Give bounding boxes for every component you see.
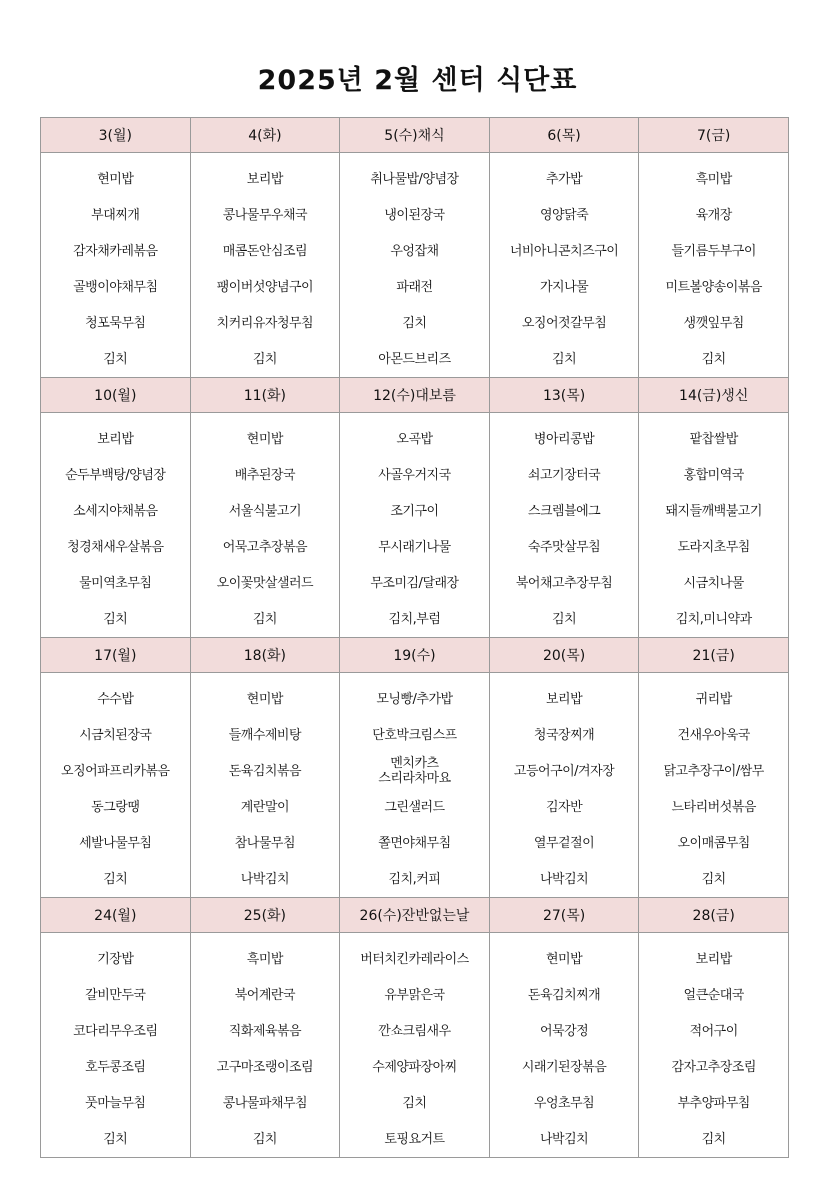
menu-item: 열무겉절이 (533, 835, 595, 851)
day-header: 5(수)채식 (340, 118, 490, 153)
menu-item: 오곡밥 (396, 431, 433, 447)
day-menu-cell (639, 933, 789, 1158)
menu-item: 시금치된장국 (79, 727, 152, 743)
menu-item: 어묵강정 (539, 1023, 589, 1039)
menu-item: 육개장 (695, 207, 732, 223)
week-menu-row (41, 673, 789, 898)
menu-item: 수수밥 (97, 691, 134, 707)
menu-item: 김치 (103, 1131, 128, 1147)
menu-item: 단호박크림스프 (372, 727, 457, 743)
day-header: 19(수) (340, 638, 490, 673)
menu-item: 파래전 (396, 279, 433, 295)
menu-item: 시금치나물 (683, 575, 744, 591)
day-menu-cell (190, 413, 340, 638)
day-menu-cell (489, 933, 639, 1158)
menu-item: 보리밥 (246, 171, 283, 187)
menu-item: 청포묵무침 (85, 315, 146, 331)
menu-item: 우엉초무침 (533, 1095, 595, 1111)
menu-item: 보리밥 (695, 951, 732, 967)
menu-item: 유부맑은국 (384, 987, 445, 1003)
menu-item: 코다리무우조림 (73, 1023, 158, 1039)
menu-item: 나박김치 (539, 1131, 589, 1147)
day-header: 17(월) (41, 638, 191, 673)
menu-item: 김자반 (545, 799, 583, 815)
day-header: 12(수)대보름 (340, 378, 490, 413)
menu-item: 김치 (552, 611, 577, 627)
menu-item: 감자고추장조림 (671, 1059, 756, 1075)
menu-item: 어묵고추장볶음 (222, 539, 308, 555)
week-menu-row (41, 413, 789, 638)
menu-item: 계란말이 (240, 799, 289, 815)
day-header: 18(화) (190, 638, 340, 673)
day-menu-cell (639, 413, 789, 638)
menu-item: 부추양파무침 (677, 1095, 750, 1111)
menu-item: 김치 (103, 611, 128, 627)
menu-item: 골뱅이야채무침 (73, 279, 158, 295)
menu-item: 나박김치 (539, 871, 589, 887)
menu-item: 김치 (103, 871, 128, 887)
menu-item: 우엉잡채 (390, 243, 439, 259)
day-menu-cell (639, 673, 789, 898)
menu-item: 오징어파프리카볶음 (61, 763, 170, 779)
menu-item: 병아리콩밥 (533, 431, 595, 447)
day-menu-cell (41, 933, 191, 1158)
menu-item: 현미밥 (545, 951, 583, 967)
menu-item: 매콤돈안심조림 (222, 243, 308, 259)
menu-item: 수제양파장아찌 (372, 1059, 457, 1075)
menu-item: 서울식불고기 (228, 503, 302, 519)
day-header: 14(금)생신 (639, 378, 789, 413)
menu-item: 미트볼양송이볶음 (665, 279, 762, 295)
menu-item: 치커리유자청무침 (216, 315, 314, 331)
menu-item: 김치 (252, 1131, 277, 1147)
menu-item: 김치 (252, 611, 277, 627)
menu-item: 김치 (701, 351, 726, 367)
menu-item: 돼지들깨백불고기 (665, 503, 762, 519)
menu-item: 쫄면야채무침 (378, 835, 451, 851)
menu-item: 현미밥 (246, 691, 283, 707)
day-header: 13(목) (489, 378, 639, 413)
menu-item: 오이꽃맛살샐러드 (216, 575, 314, 591)
menu-item: 토핑요거트 (384, 1131, 445, 1147)
week-menu-row (41, 153, 789, 378)
meal-table (40, 117, 789, 1158)
day-menu-cell (340, 933, 490, 1158)
day-header: 21(금) (639, 638, 789, 673)
menu-item: 팥찹쌀밥 (689, 431, 738, 447)
menu-item: 현미밥 (246, 431, 283, 447)
menu-item: 모닝빵/추가밥 (376, 691, 453, 707)
menu-item: 홍합미역국 (683, 467, 744, 483)
week-header-row (41, 118, 789, 153)
menu-item: 추가밥 (545, 171, 583, 187)
menu-item: 돈육김치찌개 (527, 987, 601, 1003)
menu-item: 김치 (701, 1131, 726, 1147)
menu-item: 오이매콤무침 (677, 835, 750, 851)
menu-item: 직화제육볶음 (228, 1023, 302, 1039)
menu-item: 멘치카츠 스리라차마요 (378, 756, 451, 786)
menu-item: 콩나물무우채국 (222, 207, 308, 223)
menu-item: 김치 (252, 351, 277, 367)
menu-item: 숙주맛살무침 (527, 539, 601, 555)
menu-item: 기장밥 (97, 951, 134, 967)
menu-item: 김치,커피 (388, 871, 441, 887)
menu-item: 보리밥 (97, 431, 134, 447)
menu-item: 나박김치 (240, 871, 289, 887)
menu-item: 돈육김치볶음 (228, 763, 302, 779)
day-header: 28(금) (639, 898, 789, 933)
page-title: 2025년 2월 센터 식단표 (257, 65, 578, 96)
menu-item: 시래기된장볶음 (521, 1059, 607, 1075)
menu-item: 동그랑땡 (91, 799, 140, 815)
day-header: 10(월) (41, 378, 191, 413)
menu-item: 건새우아욱국 (677, 727, 750, 743)
menu-item: 부대찌개 (91, 207, 140, 223)
day-header: 24(월) (41, 898, 191, 933)
day-header: 27(목) (489, 898, 639, 933)
menu-item: 북어계란국 (234, 987, 296, 1003)
menu-item: 호두콩조림 (85, 1059, 146, 1075)
menu-item: 팽이버섯양념구이 (216, 279, 314, 295)
week-menu-row (41, 933, 789, 1158)
menu-item: 흑미밥 (695, 171, 732, 187)
menu-item: 그린샐러드 (384, 799, 445, 815)
day-menu-cell (639, 153, 789, 378)
menu-item: 영양닭죽 (539, 207, 589, 223)
menu-item: 순두부백탕/양념장 (65, 467, 166, 483)
day-header: 26(수)잔반없는날 (340, 898, 490, 933)
day-header: 20(목) (489, 638, 639, 673)
menu-item: 감자채카레볶음 (73, 243, 158, 259)
week-header-row (41, 638, 789, 673)
day-menu-cell (190, 933, 340, 1158)
day-menu-cell (489, 673, 639, 898)
menu-item: 현미밥 (97, 171, 134, 187)
menu-item: 소세지야채볶음 (73, 503, 158, 519)
menu-item: 생깻잎무침 (683, 315, 744, 331)
menu-item: 버터치킨카레라이스 (360, 951, 469, 967)
menu-item: 오징어젓갈무침 (521, 315, 607, 331)
menu-item: 들기름두부구이 (671, 243, 756, 259)
menu-item: 북어채고추장무침 (515, 575, 613, 591)
menu-item: 너비아니콘치즈구이 (509, 243, 619, 259)
menu-item: 김치,미니약과 (675, 611, 752, 627)
menu-item: 콩나물파채무침 (222, 1095, 308, 1111)
day-header: 25(화) (190, 898, 340, 933)
menu-item: 흑미밥 (246, 951, 283, 967)
week-header-row (41, 378, 789, 413)
menu-item: 닭고추장구이/쌈무 (663, 763, 764, 779)
menu-item: 청경채새우살볶음 (67, 539, 164, 555)
menu-item: 김치,부럼 (388, 611, 441, 627)
day-menu-cell (41, 413, 191, 638)
menu-item: 세발나물무침 (79, 835, 152, 851)
day-header: 11(화) (190, 378, 340, 413)
menu-item: 아몬드브리즈 (378, 351, 451, 367)
menu-item: 풋마늘무침 (85, 1095, 146, 1111)
menu-item: 조기구이 (390, 503, 439, 519)
menu-item: 도라지초무침 (677, 539, 750, 555)
day-menu-cell (489, 153, 639, 378)
day-header: 7(금) (639, 118, 789, 153)
day-menu-cell (340, 153, 490, 378)
day-header: 3(월) (41, 118, 191, 153)
menu-item: 배추된장국 (234, 467, 296, 483)
menu-item: 보리밥 (545, 691, 583, 707)
day-menu-cell (340, 673, 490, 898)
menu-item: 들깨수제비탕 (228, 727, 302, 743)
menu-item: 사골우거지국 (378, 467, 451, 483)
week-header-row (41, 898, 789, 933)
menu-item: 귀리밥 (695, 691, 732, 707)
menu-item: 얼큰순대국 (683, 987, 744, 1003)
menu-item: 적어구이 (689, 1023, 738, 1039)
menu-item: 느타리버섯볶음 (671, 799, 756, 815)
menu-item: 김치 (402, 315, 427, 331)
menu-item: 김치 (701, 871, 726, 887)
menu-item: 물미역초무침 (79, 575, 152, 591)
menu-item: 고구마조랭이조림 (216, 1059, 314, 1075)
menu-item: 쇠고기장터국 (527, 467, 601, 483)
menu-item: 김치 (103, 351, 128, 367)
menu-item: 참나물무침 (234, 835, 296, 851)
day-menu-cell (41, 673, 191, 898)
day-header: 4(화) (190, 118, 340, 153)
day-menu-cell (489, 413, 639, 638)
menu-item: 가지나물 (539, 279, 589, 295)
day-menu-cell (41, 153, 191, 378)
day-header: 6(목) (489, 118, 639, 153)
menu-item: 냉이된장국 (384, 207, 445, 223)
menu-item: 고등어구이/겨자장 (513, 763, 615, 779)
menu-item: 김치 (552, 351, 577, 367)
menu-item: 갈비만두국 (85, 987, 146, 1003)
day-menu-cell (190, 673, 340, 898)
menu-item: 무조미김/달래장 (370, 575, 459, 591)
menu-item: 무시래기나물 (378, 539, 451, 555)
day-menu-cell (340, 413, 490, 638)
menu-item: 청국장찌개 (533, 727, 595, 743)
day-menu-cell (190, 153, 340, 378)
menu-item: 스크렘블에그 (527, 503, 601, 519)
menu-item: 김치 (402, 1095, 427, 1111)
menu-item: 깐쇼크림새우 (378, 1023, 451, 1039)
menu-item: 취나물밥/양념장 (370, 171, 459, 187)
